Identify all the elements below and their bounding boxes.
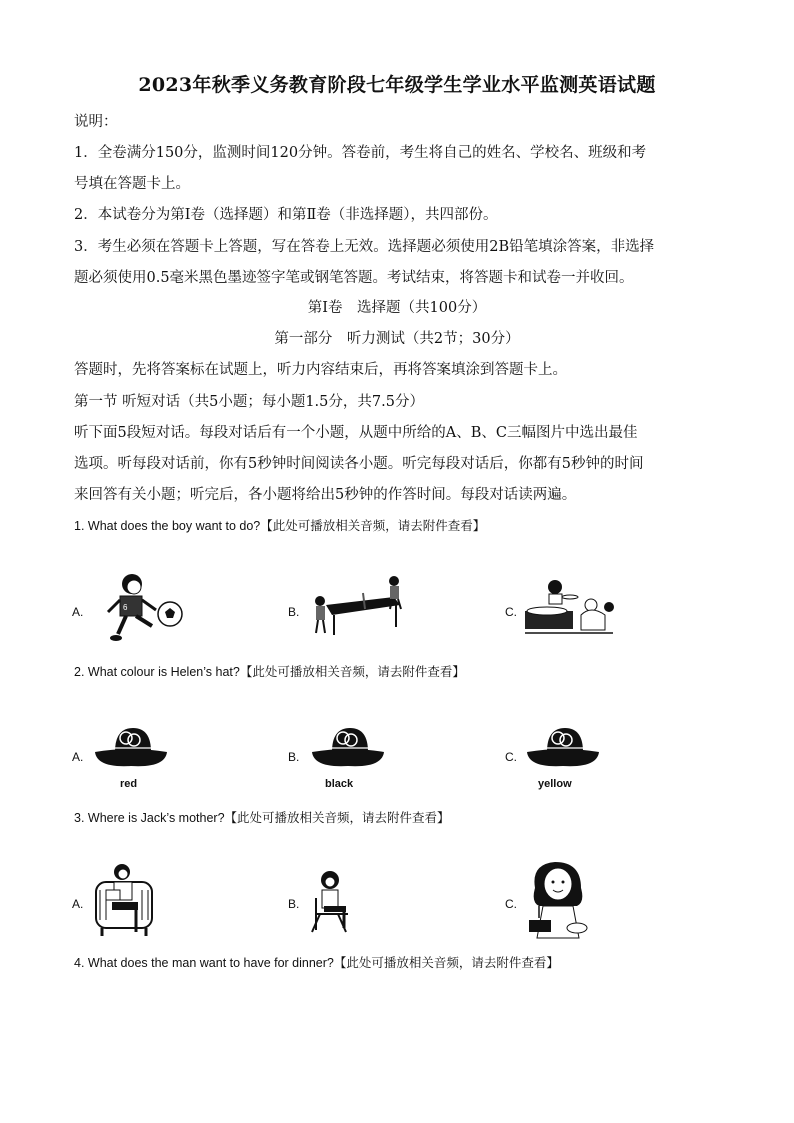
hat-black-image [310,722,386,772]
q2-caption-red: red [120,778,138,790]
question-4: 4. What does the man want to have for dinner?【此处可播放相关音频，请去附件查看】 [74,956,559,970]
instruction-line-3: 来回答有关小题；听完后，各小题将给出5秒钟的作答时间。每段对话读两遍。 [74,487,577,503]
ping-pong-image [308,575,408,640]
question-2: 2. What colour is Helen’s hat?【此处可播放相关音频，请去附件查看】 [74,665,465,679]
family-dinner-image [525,575,615,640]
question-1: 1. What does the boy want to do?【此处可播放相关音频，请去附件查看】 [74,519,486,533]
intro-heading: 说明： [74,114,118,130]
q2-caption-yellow: yellow [538,778,572,790]
instruction-line-2: 选项。听每段对话前，你有5秒钟时间阅读各小题。听完每段对话后，你都有5秒钟的时间 [74,456,644,472]
section1-title: 第Ⅰ卷 选择题（共100分） [307,300,487,316]
q3-option-c-label: C. [505,897,517,911]
intro-line-2: 号填在答题卡上。 [74,176,190,192]
answer-note: 答题时，先将答案标在试题上，听力内容结束后，再将答案填涂到答题卡上。 [74,362,567,378]
woman-on-chair-image [308,868,358,934]
intro-line-1: 1．全卷满分150分，监测时间120分钟。答卷前，考生将自己的姓名、学校名、班级和考 [74,145,647,161]
part1-title: 第一部分 听力测试（共2节；30分） [274,331,520,347]
q3-option-a-label: A. [72,897,84,911]
q2-option-b-label: B. [288,750,300,764]
woman-cooking-image [525,858,595,940]
intro-line-4: 3．考生必须在答题卡上答题，写在答卷上无效。选择题必须使用2B铅笔填涂答案，非选择 [74,239,655,255]
woman-in-armchair-image [92,860,158,938]
hat-red-image [93,722,169,772]
q1-option-a-label: A. [72,605,84,619]
svg-text:6: 6 [123,603,128,612]
q2-option-a-label: A. [72,750,84,764]
q2-option-c-label: C. [505,750,517,764]
hat-yellow-image [525,722,601,772]
subsection-title: 第一节 听短对话（共5小题；每小题1.5分，共7.5分） [74,394,424,410]
intro-line-5: 题必须使用0.5毫米黑色墨迹签字笔或钢笔答题。考试结束，将答题卡和试卷一并收回。 [74,270,634,286]
q1-option-b-label: B. [288,605,300,619]
q1-option-c-label: C. [505,605,517,619]
instruction-line-1: 听下面5段短对话。每段对话后有一个小题，从题中所给的A、B、C三幅图片中选出最佳 [74,425,638,441]
question-3: 3. Where is Jack’s mother?【此处可播放相关音频，请去附件查看】 [74,811,450,825]
q2-caption-black: black [325,778,354,790]
exam-title: 2023年秋季义务教育阶段七年级学生学业水平监测英语试题 [138,74,656,96]
q3-option-b-label: B. [288,897,300,911]
intro-line-3: 2．本试卷分为第Ⅰ卷（选择题）和第Ⅱ卷（非选择题），共四部份。 [74,207,498,223]
boy-playing-football-image [92,570,187,648]
